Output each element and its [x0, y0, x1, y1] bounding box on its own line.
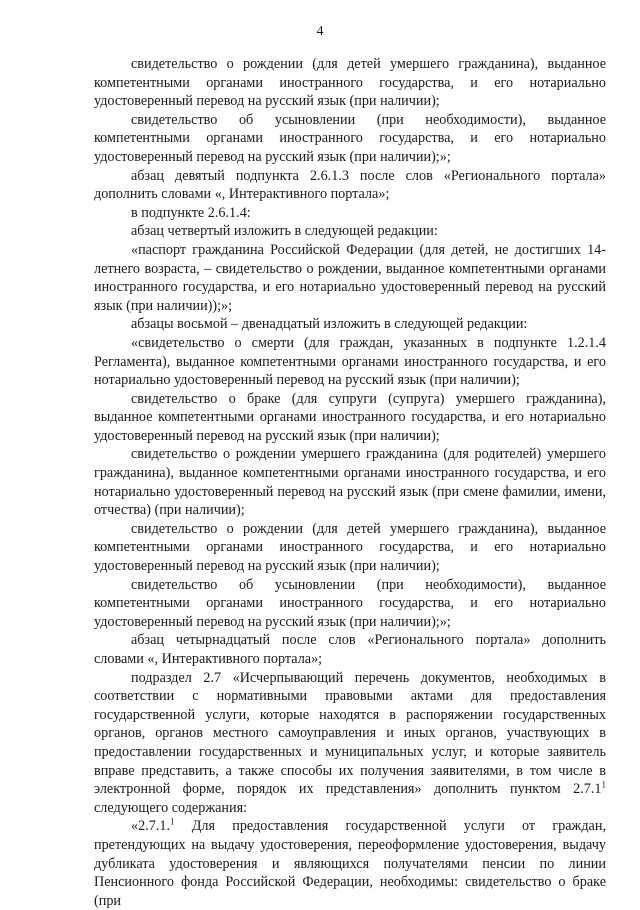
paragraph: свидетельство о рождении (для детей умершего гражданина), выданное компетентными органами иностранного государства, и его нотариально удостоверенный перевод на русский язык (при наличии); — [94, 56, 606, 110]
page-number: 4 — [316, 24, 324, 39]
paragraph-text: подраздел 2.7 «Исчерпывающий перечень документов, необходимых в соответствии с нормативными правовыми актами для предоставления государственной услуги, которые находятся в распоряжении государственных органов, органов местного самоуправления и иных органов, участвующих в предоставлении государственных и муниципальных услуг, и которые заявитель вправе представить, а также способы их получения заявителями, в том числе в электронной форме, порядок их представления» дополнить пунктом 2.7.1 — [94, 669, 606, 798]
paragraph: свидетельство об усыновлении (при необходимости), выданное компетентными органами иностранного государства, и его нотариально удостоверенный перевод на русский язык (при наличии);»; — [94, 576, 606, 630]
paragraph: «свидетельство о смерти (для граждан, указанных в подпункте 1.2.1.4 Регламента), выданное компетентными органами иностранного государства, и его нотариально удостоверенный перевод на русский язык (при наличии); — [94, 334, 606, 389]
paragraph: свидетельство об усыновлении (при необходимости), выданное компетентными органами иностранного государства, и его нотариально удостоверенный перевод на русский язык (при наличии);»; — [94, 111, 606, 165]
paragraph: абзац девятый подпункта 2.6.1.3 после слов «Регионального портала» дополнить словами «, Интерактивного портала»; — [94, 167, 606, 203]
paragraph-with-footnote — [94, 817, 606, 910]
paragraph: абзац четвертый изложить в следующей редакции: — [131, 223, 438, 240]
paragraph: в подпункте 2.6.1.4: — [131, 204, 251, 221]
footnote-mark: 1 — [601, 779, 606, 790]
paragraph: свидетельство о рождении (для детей умершего гражданина), выданное компетентными органами иностранного государства, и его нотариально удостоверенный перевод на русский язык (при наличии); — [94, 520, 606, 575]
paragraph: «паспорт гражданина Российской Федерации (для детей, не достигших 14-летнего возраста, – свидетельство о рождении, выданное компетентными органами иностранного государства, и его нотариально удостоверенный перевод на русский язык (при наличии));»; — [94, 241, 606, 314]
paragraph: свидетельство о браке (для супруги (супруга) умершего гражданина), выданное компетентными органами иностранного государства, и его нотариально удостоверенный перевод на русский язык (при наличии); — [94, 390, 606, 444]
paragraph-with-footnote — [94, 669, 606, 818]
paragraph-text-tail: следующего содержания: — [94, 799, 248, 816]
paragraph: свидетельство о рождении умершего гражданина (для родителей) умершего гражданина), выданное компетентными органами иностранного государства, и его нотариально удостоверенный перевод на русский язык (при смене фамилии, имени, отчества) (при наличии); — [94, 446, 606, 519]
paragraph-text: Для предоставления государственной услуги от граждан, претендующих на выдачу удостоверения, переоформление удостоверения, выдачу дубликата удостоверения и являющихся получателями пенсии по линии Пенсионного фонда Российской Федерации, необходимы: свидетельство о браке (при — [94, 818, 606, 909]
footnote-mark: 1 — [170, 816, 175, 827]
document-body — [94, 55, 606, 910]
clause-number: «2.7.1. — [131, 818, 171, 835]
paragraph: абзацы восьмой – двенадцатый изложить в следующей редакции: — [131, 316, 528, 333]
paragraph: абзац четырнадцатый после слов «Регионального портала» дополнить словами «, Интерактивного портала»; — [94, 632, 606, 667]
